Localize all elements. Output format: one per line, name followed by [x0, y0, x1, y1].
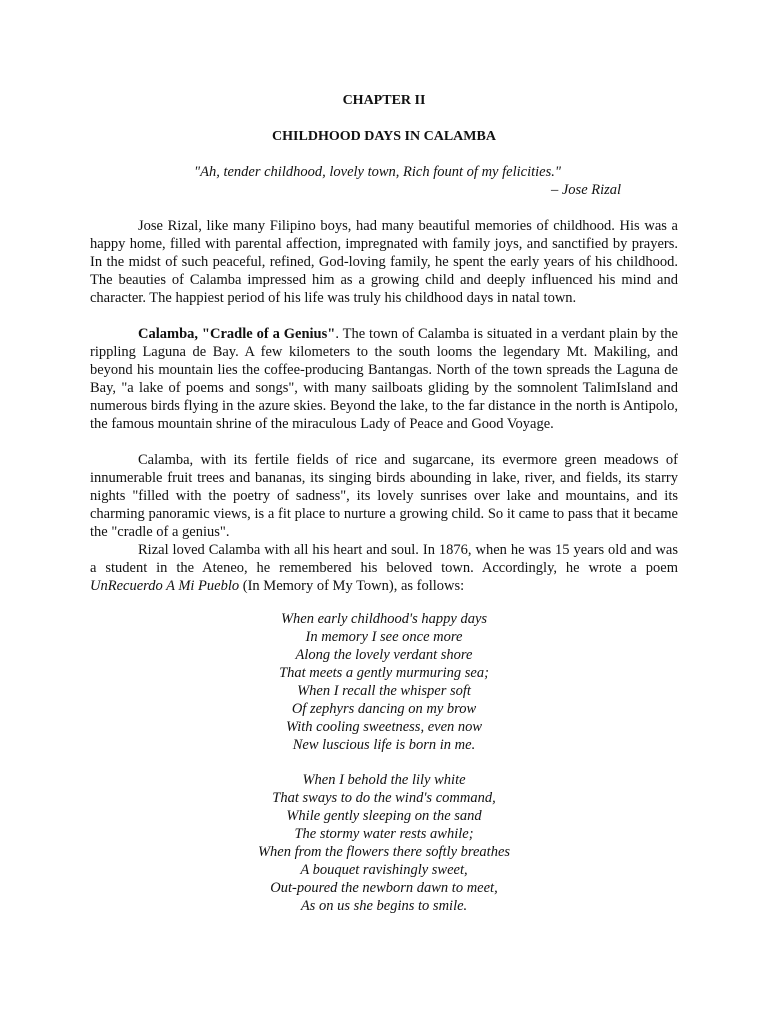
paragraph-4-end: (In Memory of My Town), as follows:	[239, 578, 465, 594]
paragraph-4	[90, 541, 678, 595]
paragraph-2-lead: Calamba, "Cradle of a Genius"	[138, 326, 336, 342]
poem-line: With cooling sweetness, even now	[285, 719, 483, 735]
poem-line: The stormy water rests awhile;	[294, 826, 474, 842]
poem-stanza-1	[0, 610, 768, 754]
paragraph-3	[90, 451, 678, 541]
paragraph-2	[90, 325, 678, 433]
poem-line: Of zephyrs dancing on my brow	[291, 701, 477, 717]
poem-line: That sways to do the wind's command,	[272, 790, 496, 806]
paragraph-4-start: Rizal loved Calamba with all his heart and soul. In 1876, when he was 15 years old and was a student in the Ateneo, he remembered his beloved town. Accordingly, he wrote a poem	[90, 542, 678, 576]
epigraph-attribution: – Jose Rizal	[551, 182, 622, 198]
poem-title: UnRecuerdo A Mi Pueblo	[90, 578, 240, 594]
paragraph-1	[90, 217, 678, 307]
paragraph-3-text: Calamba, with its fertile fields of rice and sugarcane, its evermore green meadows of innumerable fruit trees and bananas, its singing birds abounding in lake, river, and fields, its starry nights "filled with the poetry of sadness", its lovely sunrises over lake and mountains, and its charming panoramic views, is a fit place to nurture a growing child. So it came to pass that it became the "cradle of a genius".	[90, 452, 678, 540]
paragraph-1-text: Jose Rizal, like many Filipino boys, had many beautiful memories of childhood. His was a happy home, filled with parental affection, impregnated with family joys, and sanctified by prayers. In the midst of such peaceful, refined, God-loving family, he spent the early years of his childhood. The beauties of Calamba impressed him as a growing child and deeply influenced his mind and character. The happiest period of his life was truly his childhood days in natal town.	[90, 218, 678, 306]
poem-line: That meets a gently murmuring sea;	[279, 665, 489, 681]
poem-line: A bouquet ravishingly sweet,	[300, 862, 468, 878]
poem-line: As on us she begins to smile.	[300, 898, 468, 914]
epigraph-quote: "Ah, tender childhood, lovely town, Rich fount of my felicities."	[194, 164, 561, 180]
poem-line: In memory I see once more	[305, 629, 463, 645]
poem-line: While gently sleeping on the sand	[286, 808, 482, 824]
poem-line: Along the lovely verdant shore	[295, 647, 473, 663]
paragraph-2-text	[90, 325, 678, 433]
poem-line: When early childhood's happy days	[280, 611, 488, 627]
paragraph-4-text	[90, 541, 678, 595]
poem-line: When I recall the whisper soft	[297, 683, 471, 699]
poem-stanza-2	[0, 771, 768, 915]
chapter-title: CHILDHOOD DAYS IN CALAMBA	[272, 129, 496, 144]
paragraph-2-rest: . The town of Calamba is situated in a verdant plain by the rippling Laguna de Bay. A few kilometers to the south looms the legendary Mt. Makiling, and beyond his mountain lies the coffee-producing Bantangas. North of the town spreads the Laguna de Bay, "a lake of poems and songs", with many sailboats gliding by the somnolent TalimIsland and numerous birds flying in the azure skies. Beyond the lake, to the far distance in the north is Antipolo, the famous mountain shrine of the miraculous Lady of Peace and Good Voyage.	[90, 326, 678, 432]
chapter-label: CHAPTER II	[342, 93, 426, 108]
poem-line: Out-poured the newborn dawn to meet,	[270, 880, 498, 896]
poem-line: New luscious life is born in me.	[292, 737, 476, 753]
poem-line: When from the flowers there softly breathes	[257, 844, 511, 860]
poem-line: When I behold the lily white	[302, 772, 466, 788]
